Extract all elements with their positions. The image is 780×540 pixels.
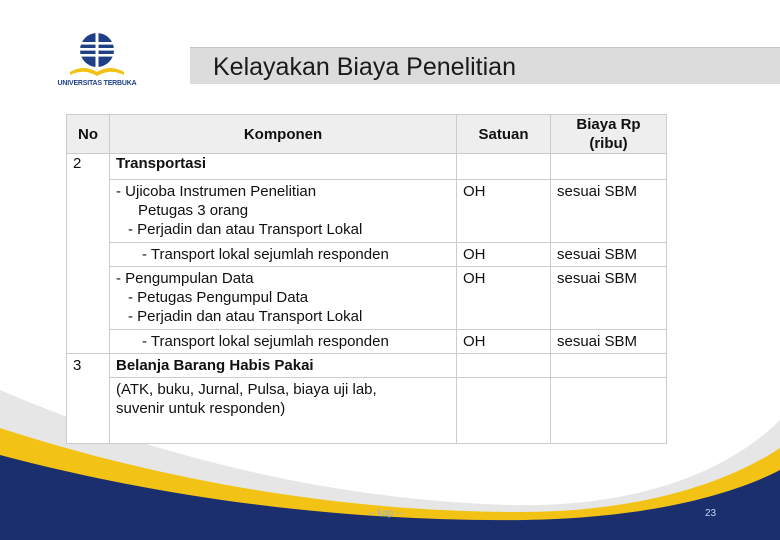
section-heading: Belanja Barang Habis Pakai bbox=[110, 354, 457, 378]
satuan-cell: OH bbox=[457, 267, 551, 330]
table-row bbox=[67, 330, 667, 354]
komponen-line: (ATK, buku, Jurnal, Pulsa, biaya uji lab, bbox=[116, 381, 377, 398]
header-biaya-line1: Biaya Rp bbox=[576, 116, 641, 133]
biaya-cell: sesuai SBM bbox=[551, 267, 667, 330]
header-no: No bbox=[67, 115, 110, 154]
biaya-cell: sesuai SBM bbox=[551, 330, 667, 354]
biaya-cell bbox=[551, 154, 667, 180]
komponen-cell bbox=[110, 267, 457, 330]
biaya-cell bbox=[551, 354, 667, 378]
biaya-cell bbox=[551, 378, 667, 444]
satuan-cell: OH bbox=[457, 243, 551, 267]
komponen-line: - Pengumpulan Data bbox=[116, 270, 254, 287]
satuan-cell bbox=[457, 154, 551, 180]
slide-title: Kelayakan Biaya Penelitian bbox=[213, 53, 516, 81]
komponen-line: Petugas 3 orang bbox=[138, 202, 249, 219]
header-biaya-line2: (ribu) bbox=[589, 135, 628, 152]
footer-label: -- kap -- bbox=[368, 508, 403, 519]
table-row bbox=[67, 243, 667, 267]
komponen-line: - Transport lokal sejumlah responden bbox=[142, 246, 389, 263]
komponen-line: - Transport lokal sejumlah responden bbox=[142, 333, 389, 350]
header-biaya bbox=[551, 115, 667, 154]
table-row bbox=[67, 354, 667, 378]
table-header-row bbox=[67, 115, 667, 154]
satuan-cell bbox=[457, 378, 551, 444]
table-row bbox=[67, 180, 667, 243]
komponen-line: - Petugas Pengumpul Data bbox=[128, 289, 309, 306]
komponen-line: - Ujicoba Instrumen Penelitian bbox=[116, 183, 317, 200]
biaya-cell: sesuai SBM bbox=[551, 180, 667, 243]
satuan-cell: OH bbox=[457, 180, 551, 243]
page-number: 23 bbox=[705, 508, 717, 519]
satuan-cell bbox=[457, 354, 551, 378]
row-number: 3 bbox=[67, 354, 110, 444]
satuan-cell: OH bbox=[457, 330, 551, 354]
biaya-cell: sesuai SBM bbox=[551, 243, 667, 267]
komponen-line: - Perjadin dan atau Transport Lokal bbox=[128, 308, 363, 325]
komponen-line: - Perjadin dan atau Transport Lokal bbox=[128, 221, 363, 238]
komponen-line: suvenir untuk responden) bbox=[116, 400, 286, 417]
komponen-cell bbox=[110, 330, 457, 354]
komponen-cell bbox=[110, 180, 457, 243]
header-komponen: Komponen bbox=[110, 115, 457, 154]
table-row bbox=[67, 267, 667, 330]
komponen-cell bbox=[110, 243, 457, 267]
row-number: 2 bbox=[67, 154, 110, 354]
komponen-cell bbox=[110, 378, 457, 444]
cost-table bbox=[66, 114, 667, 444]
section-heading: Transportasi bbox=[110, 154, 457, 180]
header-satuan: Satuan bbox=[457, 115, 551, 154]
logo-text: UNIVERSITAS TERBUKA bbox=[57, 80, 137, 87]
table-row bbox=[67, 378, 667, 444]
table-row bbox=[67, 154, 667, 180]
